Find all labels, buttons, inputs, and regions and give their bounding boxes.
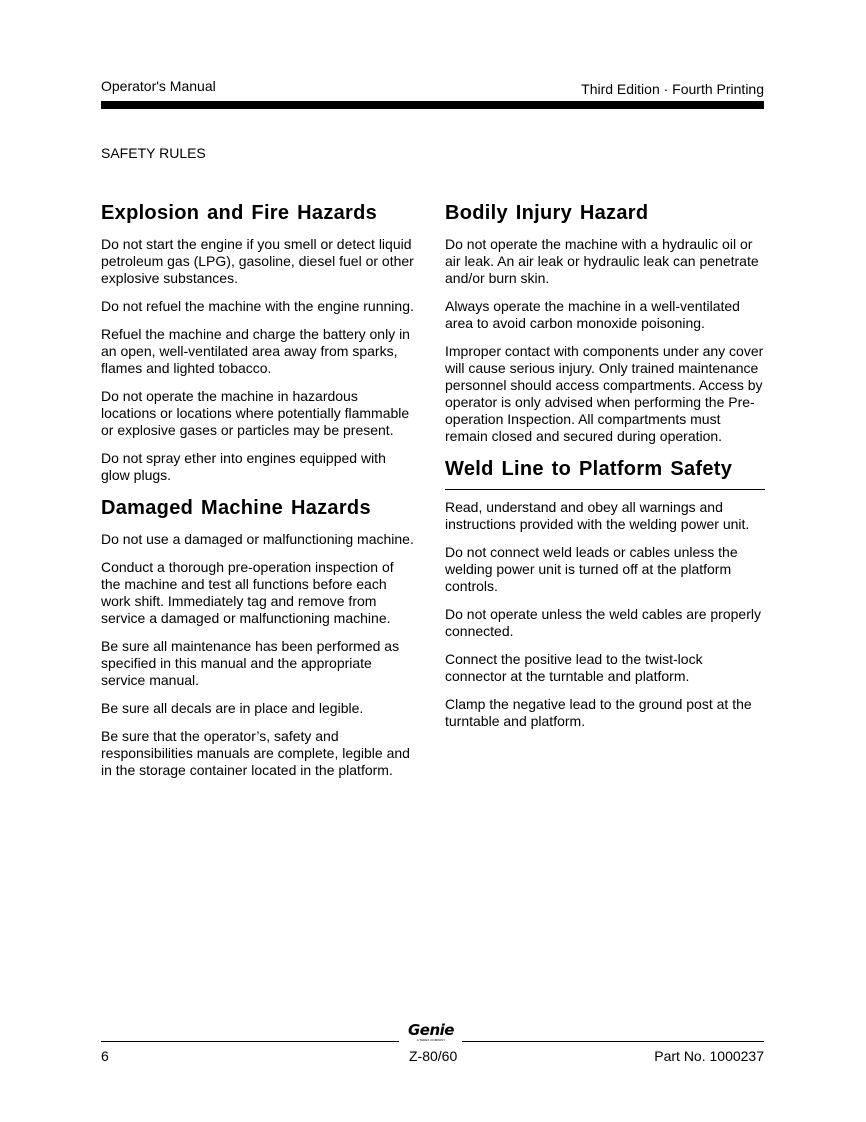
damaged-paragraph: Be sure all maintenance has been performed as specified in this manual and the appropriate service manual. [101, 638, 400, 688]
explosion-paragraph: Do not operate the machine in hazardous locations or locations where potentially flammable or explosive gases or particles may be present. [101, 388, 410, 438]
weld-paragraph: Connect the positive lead to the twist-lock connector at the turntable and platform. [445, 651, 703, 684]
damaged-paragraph: Conduct a thorough pre-operation inspection of the machine and test all functions before each work shift. Immediately tag and remove from service a damaged or malfunctioning machine. [101, 559, 394, 626]
logo-wordmark: Genie [408, 1021, 454, 1039]
explosion-paragraph: Do not refuel the machine with the engine running. [101, 298, 414, 314]
bodily-paragraph: Always operate the machine in a well-ventilated area to avoid carbon monoxide poisoning. [445, 298, 740, 331]
damaged-paragraph: Do not use a damaged or malfunctioning machine. [101, 531, 414, 547]
bodily-paragraph: Do not operate the machine with a hydraulic oil or air leak. An air leak or hydraulic leak can penetrate and/or burn skin. [445, 236, 759, 286]
weld-line-heading: Weld Line to Platform Safety [445, 458, 733, 480]
damaged-paragraph: Be sure that the operator’s, safety and responsibilities manuals are complete, legible and in the storage container located in the platform. [101, 728, 410, 778]
explosion-paragraph: Do not spray ether into engines equipped with glow plugs. [101, 450, 386, 483]
page-number: 6 [101, 1048, 109, 1064]
left-column [101, 200, 416, 790]
explosion-hazards-heading: Explosion and Fire Hazards [101, 202, 378, 224]
section-label: SAFETY RULES [101, 145, 206, 161]
header-manual-title: Operator's Manual [101, 78, 216, 94]
explosion-paragraph: Do not start the engine if you smell or detect liquid petroleum gas (LPG), gasoline, diesel fuel or other explosive substances. [101, 236, 414, 286]
logo-subtitle: A TEREX COMPANY [416, 1038, 446, 1042]
part-number: Part No. 1000237 [654, 1048, 764, 1064]
weld-paragraph: Read, understand and obey all warnings and instructions provided with the welding power unit. [445, 499, 750, 532]
damaged-paragraph: Be sure all decals are in place and legible. [101, 700, 364, 716]
right-column [445, 200, 765, 741]
weld-paragraph: Clamp the negative lead to the ground post at the turntable and platform. [445, 696, 752, 729]
genie-logo [401, 1023, 461, 1045]
footer-rule-right [462, 1041, 764, 1042]
footer-rule-left [101, 1041, 399, 1042]
weld-paragraph: Do not connect weld leads or cables unless the welding power unit is turned off at the platform controls. [445, 544, 738, 594]
damaged-machine-heading: Damaged Machine Hazards [101, 497, 371, 519]
bodily-paragraph: Improper contact with components under any cover will cause serious injury. Only trained maintenance personnel should access compartments. Access by operator is only advised when performing the Pre-operation Inspection. All compartments must remain closed and secured during operation. [445, 343, 764, 444]
header-edition: Third Edition · Fourth Printing [581, 81, 764, 97]
bodily-injury-heading: Bodily Injury Hazard [445, 202, 649, 224]
explosion-paragraph: Refuel the machine and charge the battery only in an open, well-ventilated area away from sparks, flames and lighted tobacco. [101, 326, 410, 376]
weld-paragraph: Do not operate unless the weld cables are properly connected. [445, 606, 761, 639]
weld-heading-rule [445, 489, 765, 490]
model-number: Z-80/60 [409, 1048, 458, 1064]
header-rule [101, 101, 764, 109]
